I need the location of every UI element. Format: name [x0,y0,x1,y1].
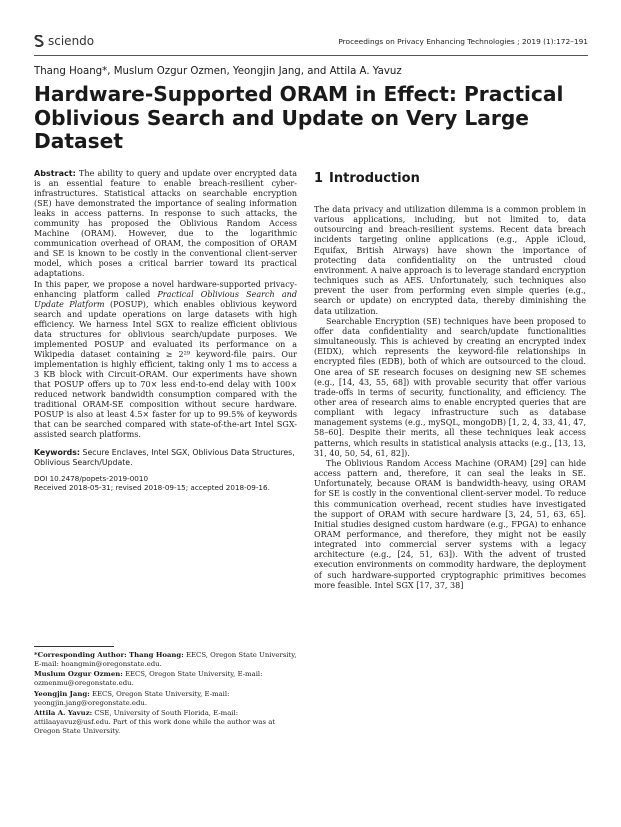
abstract-label: Abstract: [34,169,76,178]
author-footnotes [34,651,297,737]
author-list: Thang Hoang*, Muslum Ozgur Ozmen, Yeongjin Jang, and Attila A. Yavuz [34,66,402,77]
abstract-text-2b: (POSUP), which enables oblivious keyword search and update operations on large datasets with high efficiency. We harness Intel SGX to realize efficient oblivious data structures for oblivious search/update purposes. We implemented POSUP and evaluated its performance on a Wikipedia dataset containing ≥ 2²⁹ keyword-file pairs. Our implementation is highly efficient, taking only 1 ms to access a 3 KB block with Circuit-ORAM. Our experiments have shown that POSUP offers up to 70× less end-to-end delay with 100× reduced network bandwidth consumption compared with the traditional ORAM-SE composition without secure hardware. POSUP is also at least 4.5× faster for up to 99.5% of keywords that can be searched compared with state-of-the-art Intel SGX-assisted search platforms. [34,299,297,440]
header-rule [34,55,588,56]
abstract-paragraph-1 [34,169,297,280]
section-number: 1 [314,171,324,186]
section-heading [314,171,586,187]
intro-paragraph-1: The data privacy and utilization dilemma is a common problem in various applications, including, but not limited to, data outsourcing and breach-resilient systems. Recent data breach incidents targeting online applications (e.g., Apple iCloud, Equifax, British Airways) have shown the importance of protecting data confidentiality on the untrusted cloud environment. A naive approach is to leverage standard encryption techniques such as AES. Unfortunately, such techniques also prevent the user from performing even simple queries (e.g., search or update) on encrypted data, thereby diminishing the data utilization. [314,205,586,316]
footnote-item: Yeongjin Jang: EECS, Oregon State University, E-mail: yeongjin.jang@oregonstate.edu. [34,689,230,707]
abstract-text-1: The ability to query and update over encrypted data is an essential feature to enable breach-resilient cyber-infrastructures. Statistical attacks on searchable encryption (SE) have demonstrated the importance of sealing information leaks in access patterns. In response to such attacks, the community has proposed the Oblivious Random Access Machine (ORAM). However, due to the logarithmic communication overhead of ORAM, the composition of ORAM and SE is known to be costly in the conventional client-server model, which poses a critical barrier toward its practical adaptations. [34,169,298,279]
footnote-item: Muslum Ozgur Ozmen: EECS, Oregon State University, E-mail: ozmenmu@oregonstate.edu. [34,670,263,688]
doi-link[interactable]: DOI 10.2478/popets-2019-0010 [34,474,149,484]
footnote-item: Attila A. Yavuz: CSE, University of South Florida, E-mail: attilaayavuz@usf.edu. Part of this work done while the author was at Oregon State University. [34,709,276,735]
section-title: Introduction [329,171,420,186]
intro-paragraph-3: The Oblivious Random Access Machine (ORAM) [29] can hide access pattern and, therefore, it can seal the leaks in SE. Unfortunately, because ORAM is bandwidth-heavy, using ORAM for SE is costly in the conventional client-server model. To reduce this communication overhead, recent studies have investigated the support of ORAM with secure hardware [3, 24, 51, 63, 65]. Initial studies designed custom hardware (e.g., FPGA) to enhance ORAM performance, and therefore, they might not be easily integrated into commercial server systems with a legacy architecture (e.g., [24, 51, 63]). With the advent of trusted execution environments on commodity hardware, the deployment of such hardware-supported cryptographic primitives becomes more feasible. Intel SGX [17, 37, 38] [314,458,586,590]
abstract [34,169,297,440]
journal-citation: Proceedings on Privacy Enhancing Technologies ; 2019 (1):172–191 [338,37,588,46]
footnote-rule [34,646,114,647]
paper-title: Hardware-Supported ORAM in Effect: Practical Oblivious Search and Update on Very Large Dataset [34,82,564,153]
logo-text: sciendo [48,34,95,48]
abstract-paragraph-2 [34,280,297,441]
right-column [314,171,586,591]
publisher-logo [34,34,94,48]
keywords-text: Secure Enclaves, Intel SGX, Oblivious Data Structures, Oblivious Search/Update. [34,448,295,468]
intro-paragraph-2: Searchable Encryption (SE) techniques have been proposed to offer data confidentiality and search/update functionalities simultaneously. This is achieved by creating an encrypted index (EIDX), which represents the keyword-file relationships in encrypted files (EDB), both of which are outsourced to the cloud. One area of SE research focuses on designing new SE schemes (e.g., [14, 43, 55, 68]) with provable security that offer various trade-offs in terms of security, functionality, and efficiency. The other area of research aims to enable encrypted queries that are compliant with legacy infrastructure such as database management systems (e.g., mySQL, mongoDB) [1, 2, 4, 33, 41, 47, 58–60]. Despite their merits, all these techniques leak access patterns, which results in statistical analysis attacks (e.g., [13, 13, 31, 40, 50, 54, 61, 82]). [314,316,586,458]
page-header [34,34,588,52]
abstract-text-2a: In this paper, we propose a novel hardware-supported privacy-enhancing platform called [34,279,297,299]
keywords [34,448,297,468]
keywords-label: Keywords: [34,448,81,458]
platform-name: Practical Oblivious Search and Update Platform [34,289,297,309]
left-column [34,169,297,493]
sciendo-logo-icon [34,35,44,47]
footnote-item: *Corresponding Author: Thang Hoang: EECS, Oregon State University, E-mail: hoangmin@oregonstate.edu. [34,651,297,668]
received-dates: Received 2018-05-31; revised 2018-09-15; accepted 2018-09-16. [34,483,270,493]
